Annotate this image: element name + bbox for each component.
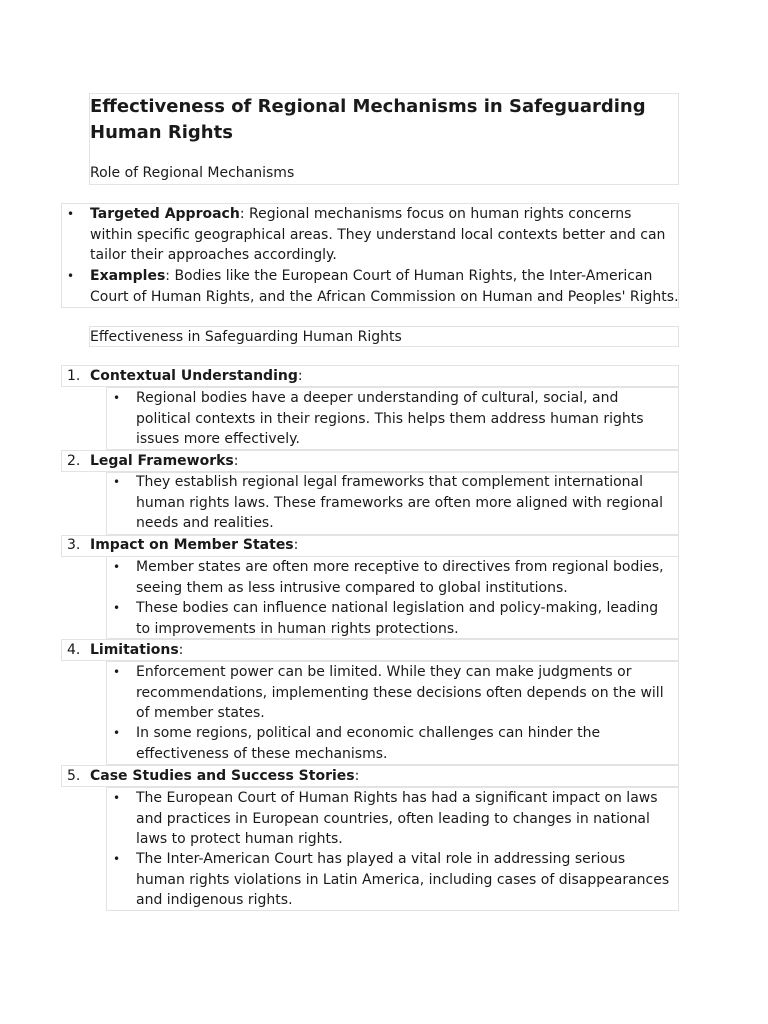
bullet-marker: • [113, 560, 121, 574]
bullet-marker: • [113, 665, 121, 679]
bullet-marker: • [113, 391, 121, 405]
section-heading-effectiveness: Effectiveness in Safeguarding Human Rights [90, 329, 402, 345]
list-item: The European Court of Human Rights has had a significant impact on laws and practices in European countries, often leading to changes in national laws to protect human rights. [136, 790, 658, 848]
bullet-marker: • [113, 475, 121, 489]
bullet-marker: • [67, 269, 75, 283]
item-title-contextual-understanding: Contextual Understanding: [90, 368, 303, 384]
list-item: The Inter-American Court has played a vital role in addressing serious human rights violations in Latin America, including cases of disappearances and indigenous rights. [136, 851, 670, 909]
list-item: Regional bodies have a deeper understanding of cultural, social, and political contexts in their regions. This helps them address human rights issues more effectively. [136, 390, 644, 448]
role-item-term: Targeted Approach [90, 206, 240, 222]
item-title-case-studies: Case Studies and Success Stories: [90, 768, 360, 784]
bullet-marker: • [113, 791, 121, 805]
bullet-marker: • [113, 726, 121, 740]
item-number: 3. [67, 537, 81, 553]
role-item-examples [90, 266, 680, 307]
bullet-marker: • [113, 852, 121, 866]
list-item: Member states are often more receptive to directives from regional bodies, seeing them as less intrusive compared to global institutions. [136, 559, 664, 596]
section-heading-role: Role of Regional Mechanisms [90, 165, 295, 181]
bullet-marker: • [113, 601, 121, 615]
role-item-targeted-approach [90, 204, 675, 266]
list-item: In some regions, political and economic challenges can hinder the effectiveness of these mechanisms. [136, 725, 601, 762]
list-item: Enforcement power can be limited. While they can make judgments or recommendations, implementing these decisions often depends on the will of member states. [136, 664, 664, 722]
item-title-legal-frameworks: Legal Frameworks: [90, 453, 239, 469]
item-title-limitations: Limitations: [90, 642, 184, 658]
item-title-impact-on-member-states: Impact on Member States: [90, 537, 299, 553]
role-item-text: : Bodies like the European Court of Human Rights, the Inter-American Court of Human Rights, and the African Commission on Human and Peoples' Rights. [90, 268, 679, 305]
role-item-term: Examples [90, 268, 166, 284]
item-number: 2. [67, 453, 81, 469]
list-item: They establish regional legal frameworks that complement international human rights laws. These frameworks are often more aligned with regional needs and realities. [136, 474, 664, 532]
item-number: 5. [67, 768, 81, 784]
role-item-text: : Regional mechanisms focus on human rights concerns within specific geographical areas. They understand local contexts better and can tailor their approaches accordingly. [90, 206, 666, 264]
list-item: These bodies can influence national legislation and policy-making, leading to improvements in human rights protections. [136, 600, 659, 637]
document-title: Effectiveness of Regional Mechanisms in Safeguarding Human Rights [90, 96, 646, 143]
item-number: 4. [67, 642, 81, 658]
item-number: 1. [67, 368, 81, 384]
bullet-marker: • [67, 207, 75, 221]
